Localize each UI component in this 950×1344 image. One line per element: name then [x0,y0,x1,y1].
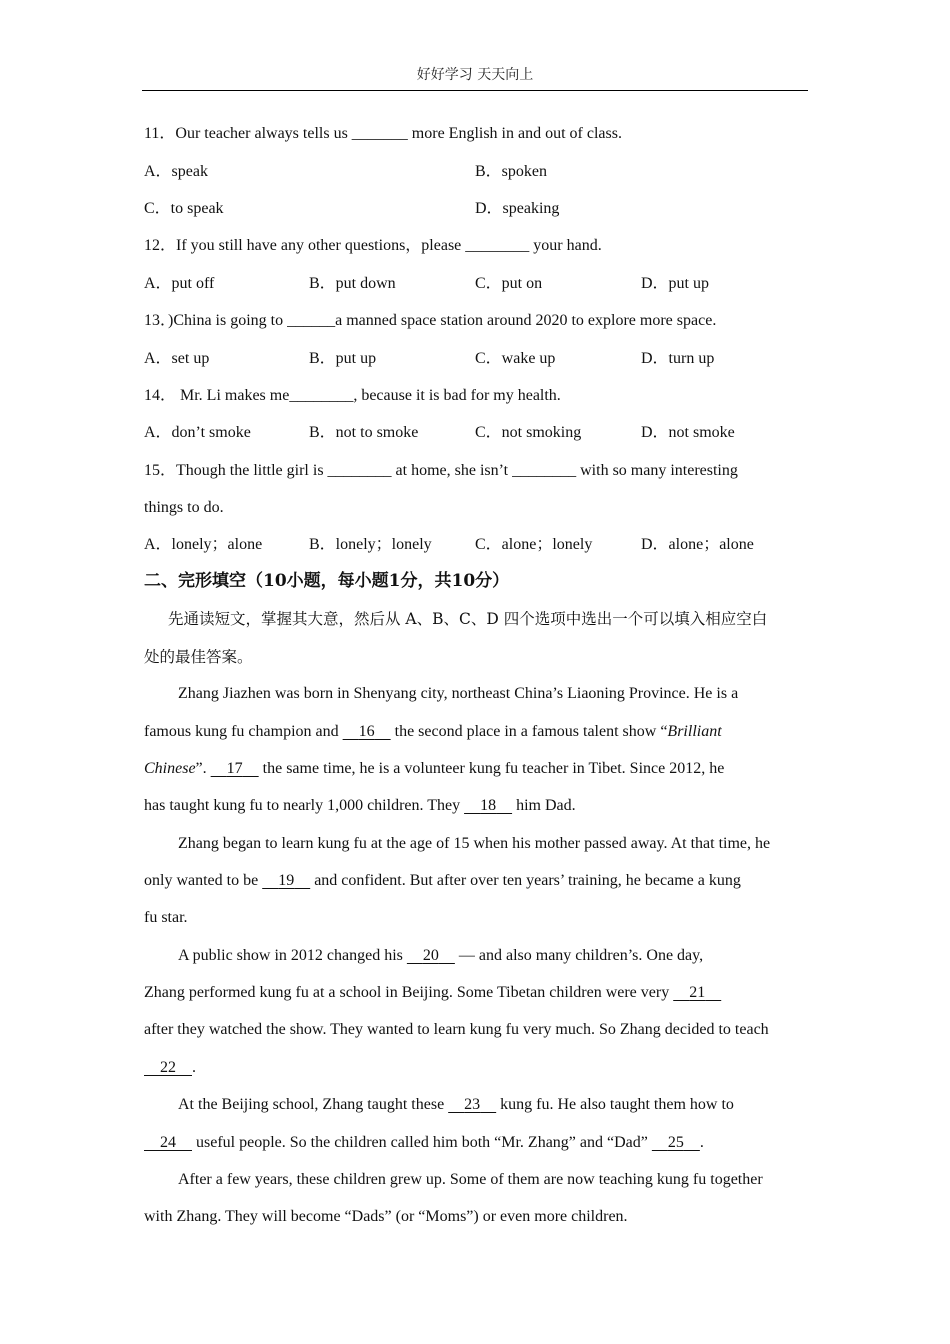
section-title: 二、完形填空（10小题，每小题1分，共10分） [144,571,510,591]
passage-line: 24 useful people. So the children called him both “Mr. Zhang” and “Dad” 25 . [144,1133,812,1153]
blank-24[interactable]: 24 [160,1134,176,1151]
passage-line: Zhang performed kung fu at a school in Beijing. Some Tibetan children were very 21 [144,983,812,1003]
option-b[interactable]: B．lonely；lonely [309,536,432,553]
option-d[interactable]: D．put up [641,275,710,292]
passage-line: Chinese”. 17 the same time, he is a volunteer kung fu teacher in Tibet. Since 2012, he [144,760,725,777]
option-b[interactable]: B．not to smoke [309,424,419,441]
blank-20[interactable]: 20 [422,947,439,964]
option-b[interactable]: B．put down [309,275,396,292]
option-d[interactable]: D．not smoke [641,424,735,441]
option-c[interactable]: C．not smoking [475,424,582,441]
option-a[interactable]: A．set up [144,350,210,367]
option-b[interactable]: B．put up [309,350,377,367]
passage-line: with Zhang. They will become “Dads” (or “Moms”) or even more children. [144,1208,628,1225]
blank-16[interactable]: 16 [358,723,375,740]
option-d[interactable]: D．speaking [475,200,560,217]
passage-line: has taught kung fu to nearly 1,000 children. They 18 him Dad. [144,797,576,814]
question-15-stem-line1: 15．Though the little girl is ________ at home, she isn’t ________ with so many interesting [144,462,738,479]
blank-22[interactable]: 22 [160,1059,176,1076]
passage-line: Zhang Jiazhen was born in Shenyang city, northeast China’s Liaoning Province. He is a [178,685,739,702]
question-11-stem: 11．Our teacher always tells us _______ more English in and out of class. [144,125,622,142]
passage-line: fu star. [144,909,188,926]
blank-25[interactable]: 25 [667,1134,684,1151]
blank-21[interactable]: 21 [689,984,706,1001]
option-a[interactable]: A．don’t smoke [144,424,251,441]
passage-line: 22 . [144,1058,812,1078]
passage-line: After a few years, these children grew up. Some of them are now teaching kung fu together [178,1171,763,1188]
option-d[interactable]: D．turn up [641,350,715,367]
blank-23[interactable]: 23 [464,1096,481,1113]
question-13-stem: 13．)China is going to ______a manned space station around 2020 to explore more space. [144,312,717,329]
question-15-stem-line2: things to do. [144,499,224,516]
passage-line: At the Beijing school, Zhang taught these 23 kung fu. He also taught them how to [178,1096,734,1113]
option-a[interactable]: A．put off [144,275,215,292]
blank-17[interactable]: 17 [226,760,243,777]
option-b[interactable]: B．spoken [475,163,548,180]
passage-line: A public show in 2012 changed his 20 — and also many children’s. One day, [178,947,704,964]
question-12-stem: 12．If you still have any other questions，please ________ your hand. [144,237,602,254]
passage-line: only wanted to be 19 and confident. But after over ten years’ training, he became a kung [144,872,741,889]
passage-line: after they watched the show. They wanted to learn kung fu very much. So Zhang decided to teach [144,1021,769,1038]
option-a[interactable]: A．speak [144,163,208,180]
option-a[interactable]: A．lonely；alone [144,536,263,553]
question-14-stem: 14． Mr. Li makes me________, because it is bad for my health. [144,387,561,404]
blank-19[interactable]: 19 [278,872,295,889]
instruction-line2: 处的最佳答案。 [144,648,253,666]
blank-18[interactable]: 18 [480,797,497,814]
option-c[interactable]: C．put on [475,275,543,292]
page-header: 好好学习 天天向上 [142,62,808,91]
option-c[interactable]: C．to speak [144,200,224,217]
instruction-line1: 先通读短文，掌握其大意，然后从 A、B、C、D 四个选项中选出一个可以填入相应空白 [168,610,768,628]
passage-line: Zhang began to learn kung fu at the age of 15 when his mother passed away. At that time, he [178,835,771,852]
option-c[interactable]: C．wake up [475,350,556,367]
passage-line: famous kung fu champion and 16 the second place in a famous talent show “Brilliant [144,723,722,740]
option-d[interactable]: D．alone；alone [641,536,754,553]
option-c[interactable]: C．alone；lonely [475,536,593,553]
